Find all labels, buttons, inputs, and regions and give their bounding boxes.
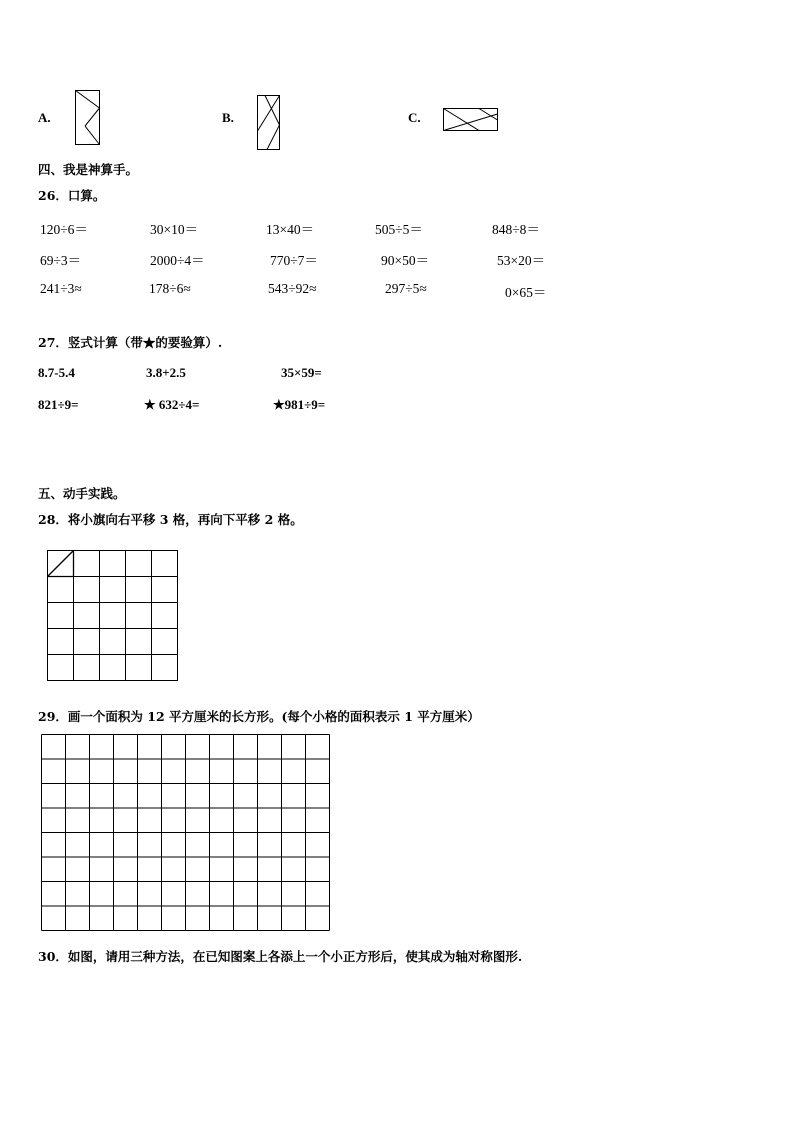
option-b-label: B. — [222, 110, 234, 125]
q28-title: 28．将小旗向右平移 3 格，再向下平移 2 格。 — [38, 512, 303, 527]
q26-item: 848÷8＝ — [492, 222, 540, 237]
q26-item: 120÷6＝ — [40, 222, 88, 237]
option-a-label: A. — [38, 110, 51, 125]
q28-grid — [47, 550, 179, 682]
q27-item: 35×59= — [281, 365, 322, 380]
q26-item: 770÷7＝ — [270, 253, 318, 268]
section5-title: 五、动手实践。 — [38, 486, 126, 501]
q26-title: 26．口算。 — [38, 188, 106, 203]
q27-title: 27．竖式计算（带★的要验算）. — [38, 335, 223, 350]
q26-item: 178÷6≈ — [149, 281, 191, 296]
option-c-figure — [443, 108, 499, 133]
flag-shape — [48, 551, 74, 577]
section4-title: 四、我是神算手。 — [38, 162, 139, 177]
option-c-label: C. — [408, 110, 421, 125]
q27-item: 3.8+2.5 — [146, 365, 186, 380]
q27-item: ★981÷9= — [273, 397, 326, 412]
q26-item: 90×50＝ — [381, 253, 430, 268]
q29-title: 29．画一个面积为 12 平方厘米的长方形。(每个小格的面积表示 1 平方厘米） — [38, 709, 480, 724]
q26-item: 241÷3≈ — [40, 281, 82, 296]
option-a-figure — [75, 90, 101, 146]
q27-item: ★ 632÷4= — [144, 397, 200, 412]
q26-item: 30×10＝ — [150, 222, 199, 237]
option-b-figure — [257, 95, 281, 151]
q26-item: 13×40＝ — [266, 222, 315, 237]
q26-item: 2000÷4＝ — [150, 253, 205, 268]
q27-item: 821÷9= — [38, 397, 79, 412]
q26-item: 69÷3＝ — [40, 253, 82, 268]
q26-item: 0×65＝ — [505, 285, 547, 300]
q27-item: 8.7-5.4 — [38, 365, 75, 380]
q29-grid — [41, 734, 331, 932]
q26-item: 505÷5＝ — [375, 222, 423, 237]
q26-item: 53×20＝ — [497, 253, 546, 268]
q26-item: 543÷92≈ — [268, 281, 317, 296]
q26-item: 297÷5≈ — [385, 281, 427, 296]
q30-title: 30．如图，请用三种方法，在已知图案上各添上一个小正方形后，使其成为轴对称图形. — [38, 949, 523, 964]
